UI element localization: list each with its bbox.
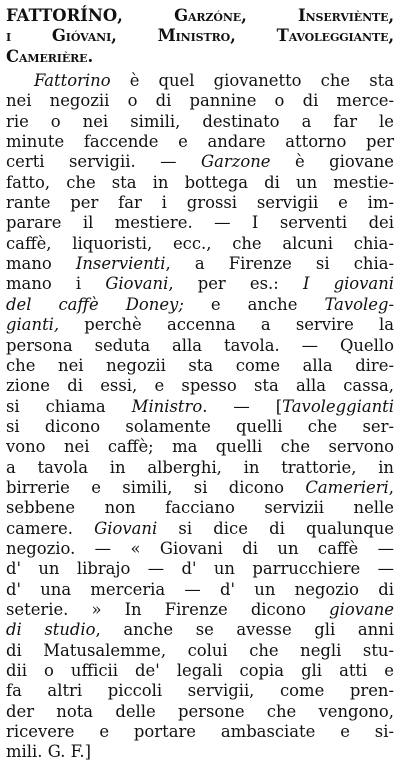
italic-term: Tavoleggianti [282, 396, 395, 416]
heading-line-1 [6, 6, 394, 26]
entry-body [6, 71, 394, 763]
text-line [6, 274, 394, 294]
heading-separator: , [241, 6, 299, 25]
text-line: fatto, che sta in bottega di un mestie- [6, 172, 394, 192]
text-line [6, 519, 394, 539]
text-line: si dicono solamente quelli che ser- [6, 416, 394, 436]
text-run: è quel giovanetto che sta [110, 71, 394, 91]
text-line: persona seduta alla tavola. — Quello [6, 335, 394, 355]
text-line: caffè, liquoristi, ecc., che alcuni chia- [6, 233, 394, 253]
text-line: mili. G. F.] [6, 742, 92, 762]
text-line [6, 295, 394, 315]
text-line: vono nei caffè; ma quelli che servono [6, 437, 394, 457]
text-run: si dice di qualunque [157, 518, 394, 538]
text-run: . — [ [202, 396, 283, 416]
text-line: d' una merceria — d' un negozio di [6, 579, 394, 599]
italic-term: gianti, [6, 315, 60, 335]
text-run: camere. [6, 518, 95, 538]
text-run: mano i [6, 274, 106, 294]
text-line: parare il mestiere. — I serventi dei [6, 213, 394, 233]
heading-separator: . [87, 46, 94, 66]
text-line: rante per far i grossi servigii e im- [6, 193, 394, 213]
heading-separator: , [230, 26, 277, 46]
text-run: mano [6, 254, 76, 274]
text-line: negozio. — « Giovani di un caffè — [6, 538, 394, 558]
headword: FATTORÍNO [6, 6, 118, 25]
italic-term: giovane [329, 599, 394, 619]
text-line: di Matusalemme, colui che negli stu- [6, 640, 394, 660]
text-line [6, 152, 394, 172]
synonym-giovani: i Gióvani [6, 26, 112, 46]
text-run: seterie. » In Firenze dicono [6, 599, 330, 619]
italic-term: Fattorino [34, 71, 111, 91]
text-run: perchè accenna a servire la [59, 315, 394, 335]
synonym-garzone: Garzóne [174, 6, 242, 25]
text-run: si chiama [6, 396, 132, 416]
text-line: ricevere e portare ambasciate e si- [6, 722, 394, 742]
italic-term: Giovani [105, 274, 169, 294]
italic-term: del caffè Doney; [6, 294, 184, 314]
text-line [6, 620, 394, 640]
synonym-ministro: Ministro [157, 26, 231, 46]
heading-line-2 [6, 26, 394, 46]
heading-separator: , [388, 26, 394, 46]
text-line: che nei negozii sta come alla dire- [6, 355, 394, 375]
entry-heading [6, 6, 394, 67]
italic-term: Inservienti [75, 254, 166, 274]
heading-line-3 [6, 47, 394, 67]
text-line: nei negozii o di pannine o di merce- [6, 91, 394, 111]
italic-term: di studio [6, 620, 96, 640]
text-line [6, 315, 394, 335]
text-line [6, 478, 394, 498]
heading-separator: , [117, 6, 175, 25]
italic-term: Garzone [201, 152, 271, 172]
text-line: sebbene non facciano servizii nelle [6, 498, 394, 518]
italic-term: Tavoleg- [324, 294, 394, 314]
text-run: , [388, 477, 394, 497]
text-line: d' un librajo — d' un parrucchiere — [6, 559, 394, 579]
text-line: rie o nei simili, destinato a far le [6, 111, 394, 131]
text-run: birrerie e simili, si dicono [6, 477, 306, 497]
text-run: è giovane [270, 152, 395, 172]
synonym-inserviente: Inserviènte [298, 6, 389, 25]
text-line: zione di essi, e spesso sta alla cassa, [6, 376, 394, 396]
text-line: fa altri piccoli servigii, come pren- [6, 681, 394, 701]
synonym-cameriere: Camerière [6, 46, 88, 66]
text-run: , per es.: [168, 274, 303, 294]
text-line [6, 71, 394, 91]
text-line: dii o ufficii de' legali copia gli atti e [6, 661, 394, 680]
text-line: minute faccende e andare attorno per [6, 132, 394, 152]
dictionary-entry [6, 6, 394, 763]
text-run: certi servigii. — [6, 152, 201, 172]
italic-term: I giovani [302, 274, 395, 294]
text-line [6, 254, 394, 274]
heading-separator: , [111, 26, 158, 46]
synonym-tavoleggiante: Tavoleggiante [276, 26, 389, 46]
text-line: der nota delle persone che vengono, [6, 701, 394, 721]
text-line: a tavola in alberghi, in trattorie, in [6, 457, 394, 477]
italic-term: Ministro [131, 396, 203, 416]
italic-term: Camerieri [305, 477, 389, 497]
text-line [6, 397, 394, 417]
text-run: , anche se avesse gli anni [95, 620, 394, 640]
text-line [6, 600, 394, 620]
text-run: e anche [183, 294, 325, 314]
italic-term: Giovani [94, 518, 158, 538]
heading-separator: , [388, 6, 395, 25]
text-run: , a Firenze si chia- [165, 254, 394, 274]
